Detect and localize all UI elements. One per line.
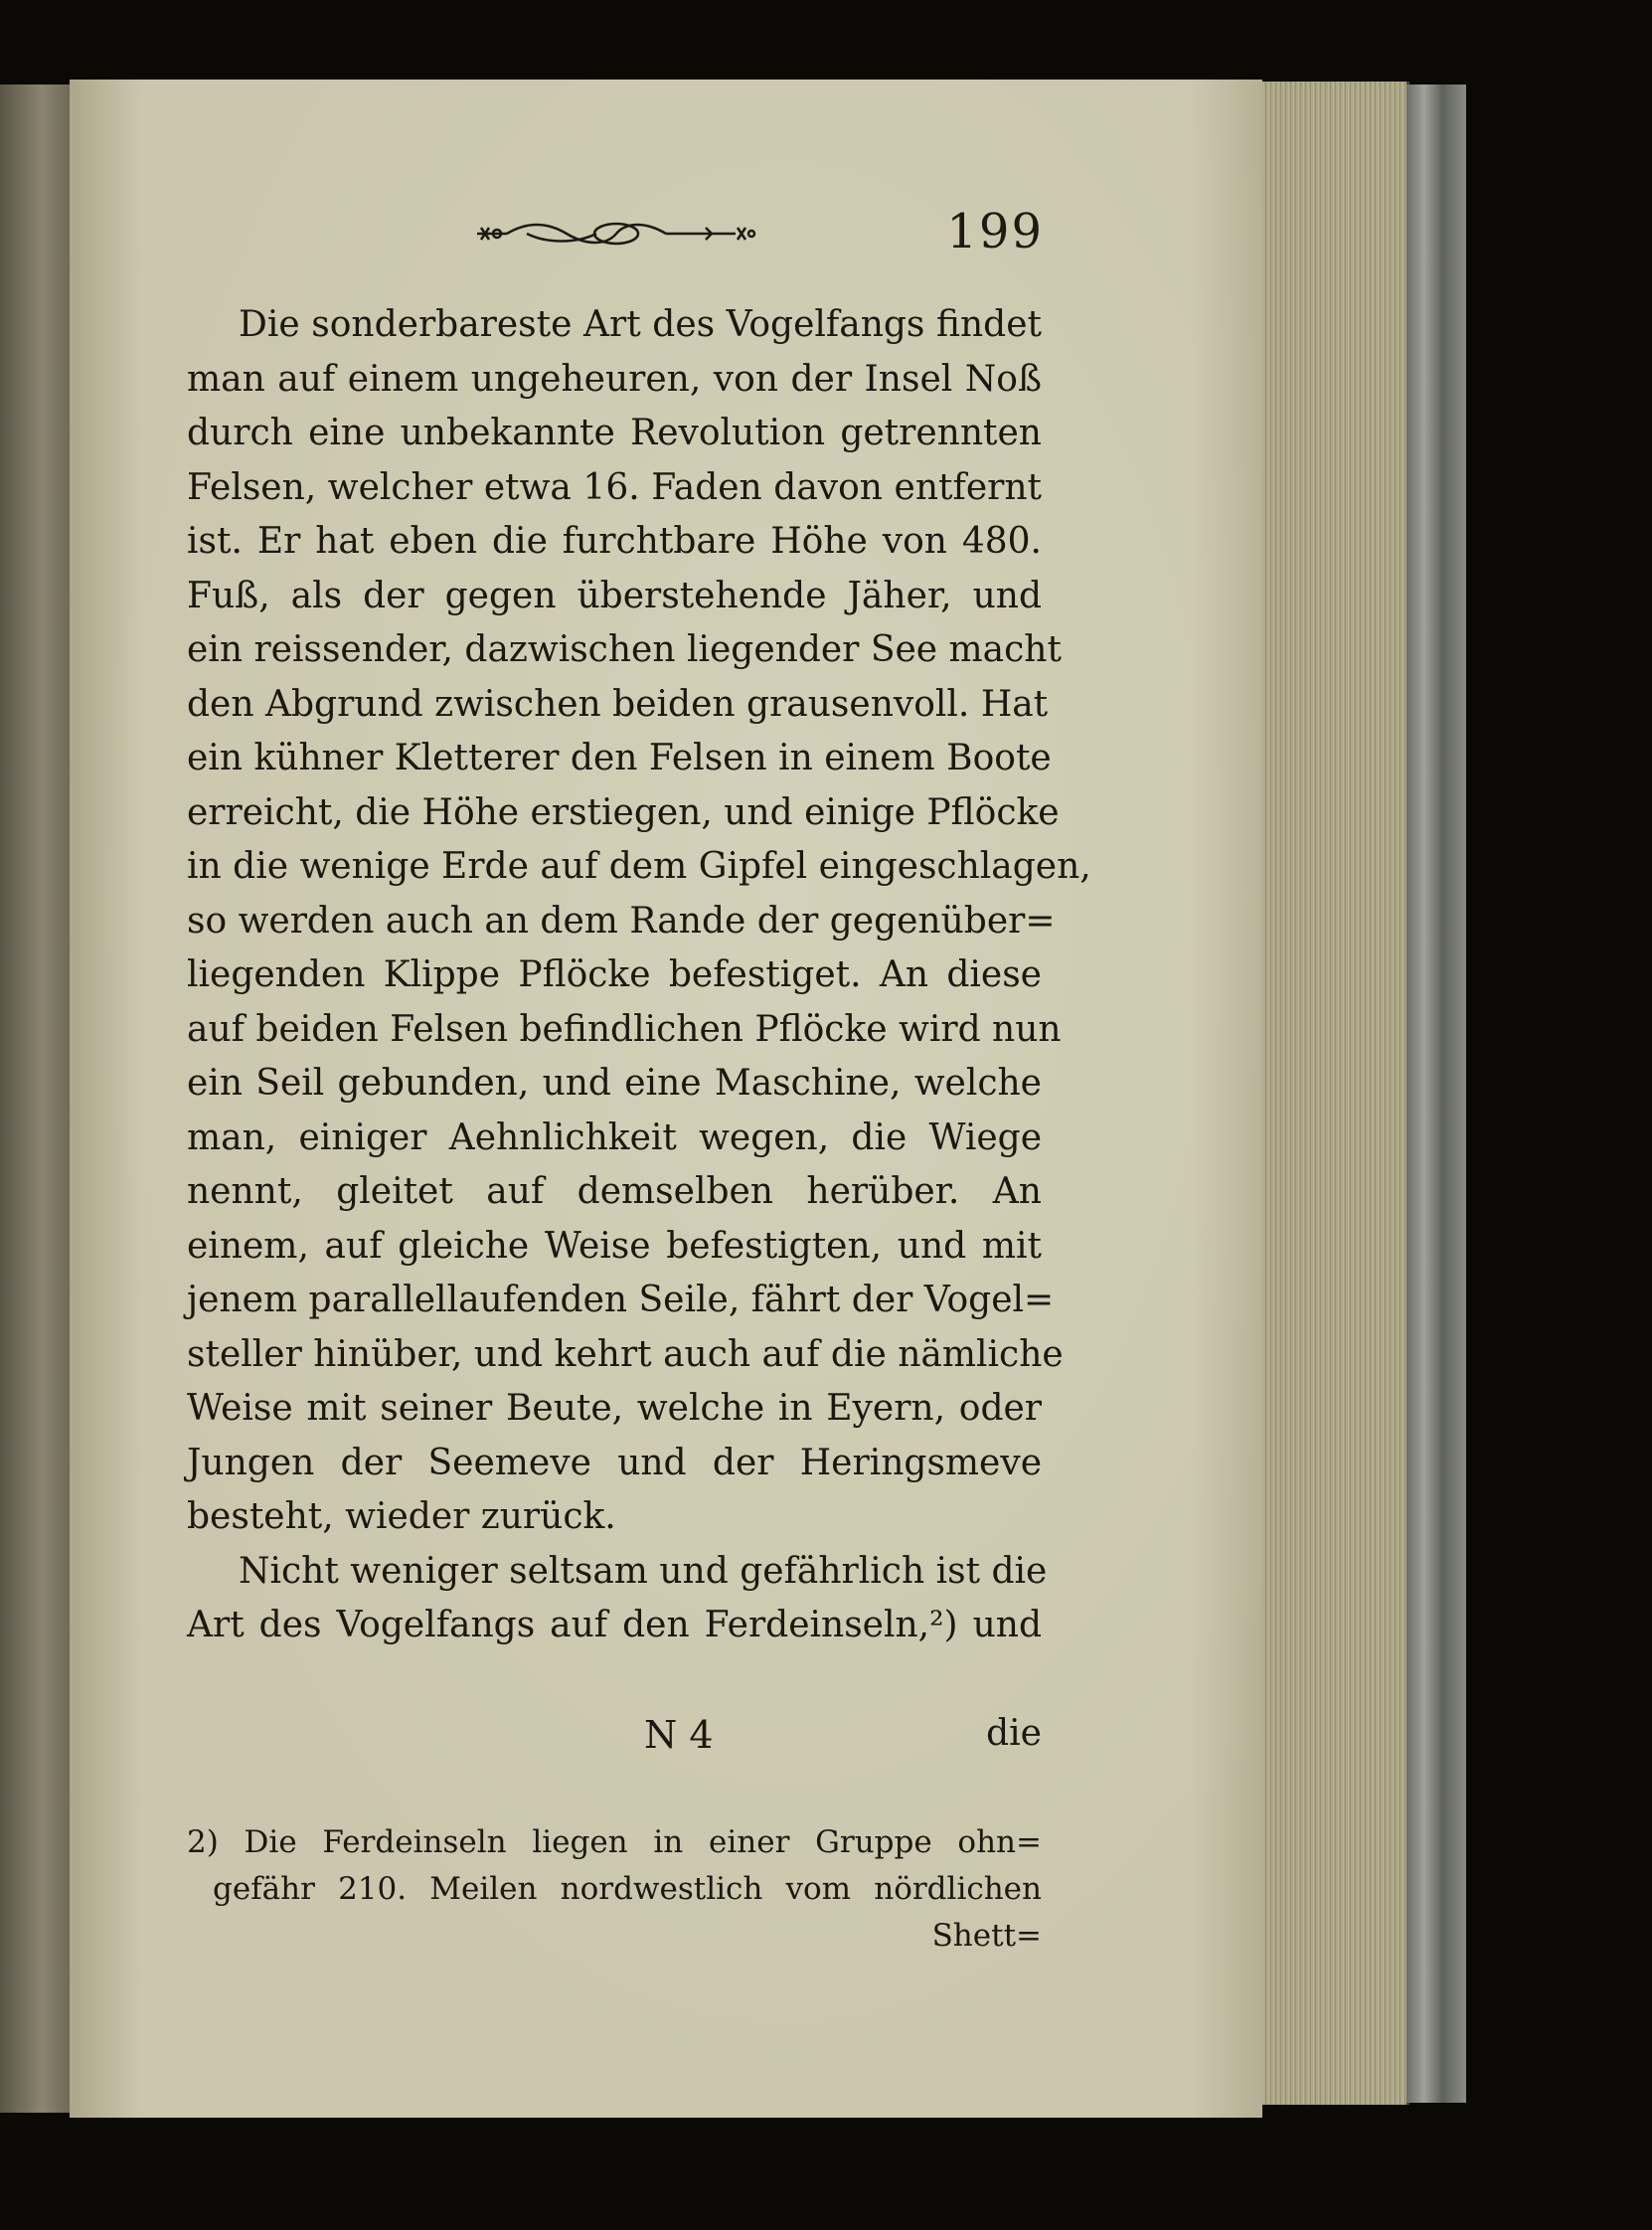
footnote-line: gefähr 210. Meilen nordwestlich vom nördlichen — [213, 1871, 1042, 1907]
text-line: steller hinüber, und kehrt auch auf die nämliche — [187, 1333, 1064, 1375]
text-line: nennt, gleitet auf demselben herüber. An — [187, 1171, 1042, 1212]
text-line: Nicht weniger seltsam und gefährlich ist die — [239, 1550, 1048, 1592]
text-line: auf beiden Felsen befindlichen Pflöcke wird nun — [187, 1008, 1062, 1050]
text-line: ist. Er hat eben die furchtbare Höhe von 480. — [187, 521, 1042, 562]
text-line: Felsen, welcher etwa 16. Faden davon entfernt — [187, 466, 1042, 508]
text-line: ein kühner Kletterer den Felsen in einem Boote — [187, 738, 1052, 778]
catchword: die — [986, 1713, 1042, 1754]
text-line: ein Seil gebunden, und eine Maschine, welche — [187, 1063, 1042, 1104]
body-text — [187, 298, 1091, 1653]
text-line: den Abgrund zwischen beiden grausenvoll. Hat — [187, 683, 1049, 725]
footnote-line: Shett= — [931, 1918, 1042, 1954]
text-line: Die sonderbareste Art des Vogelfangs findet — [239, 304, 1042, 345]
ornament-vignette-icon — [467, 218, 765, 250]
page-block-edges — [1262, 82, 1409, 2105]
page-number: 199 — [946, 204, 1044, 259]
text-line: durch eine unbekannte Revolution getrennten — [187, 413, 1042, 453]
footnote — [187, 1819, 1042, 1960]
text-line: liegenden Klippe Pflöcke befestiget. An diese — [187, 954, 1042, 995]
text-line: Weise mit seiner Beute, welche in Eyern, oder — [187, 1388, 1042, 1429]
text-line: Art des Vogelfangs auf den Ferdeinseln,²) und — [187, 1605, 1042, 1645]
page-header — [467, 204, 1044, 263]
text-line: besteht, wieder zurück. — [187, 1496, 616, 1537]
footnote-line: 2) Die Ferdeinseln liegen in einer Gruppe ohn= — [187, 1824, 1042, 1860]
text-line: ein reissender, dazwischen liegender See macht — [187, 629, 1062, 670]
text-line: so werden auch an dem Rande der gegenüber= — [187, 900, 1056, 942]
text-line: Jungen der Seemeve und der Heringsmeve — [187, 1442, 1042, 1483]
text-line: man, einiger Aehnlichkeit wegen, die Wiege — [187, 1116, 1042, 1158]
text-line: erreicht, die Höhe erstiegen, und einige Pflöcke — [187, 791, 1060, 833]
text-line: man auf einem ungeheuren, von der Insel Noß — [187, 358, 1042, 400]
text-line: einem, auf gleiche Weise befestigten, und mit — [187, 1225, 1042, 1267]
text-line: Fuß, als der gegen überstehende Jäher, und — [187, 575, 1042, 616]
book-cover-edge — [1406, 85, 1466, 2103]
text-line: jenem parallellaufenden Seile, fährt der Vogel= — [187, 1280, 1055, 1320]
signature-mark: N 4 — [644, 1713, 714, 1757]
left-page-edge — [0, 85, 72, 2113]
signature-line — [187, 1713, 1042, 1767]
text-line: in die wenige Erde auf dem Gipfel eingeschlagen, — [187, 846, 1091, 887]
